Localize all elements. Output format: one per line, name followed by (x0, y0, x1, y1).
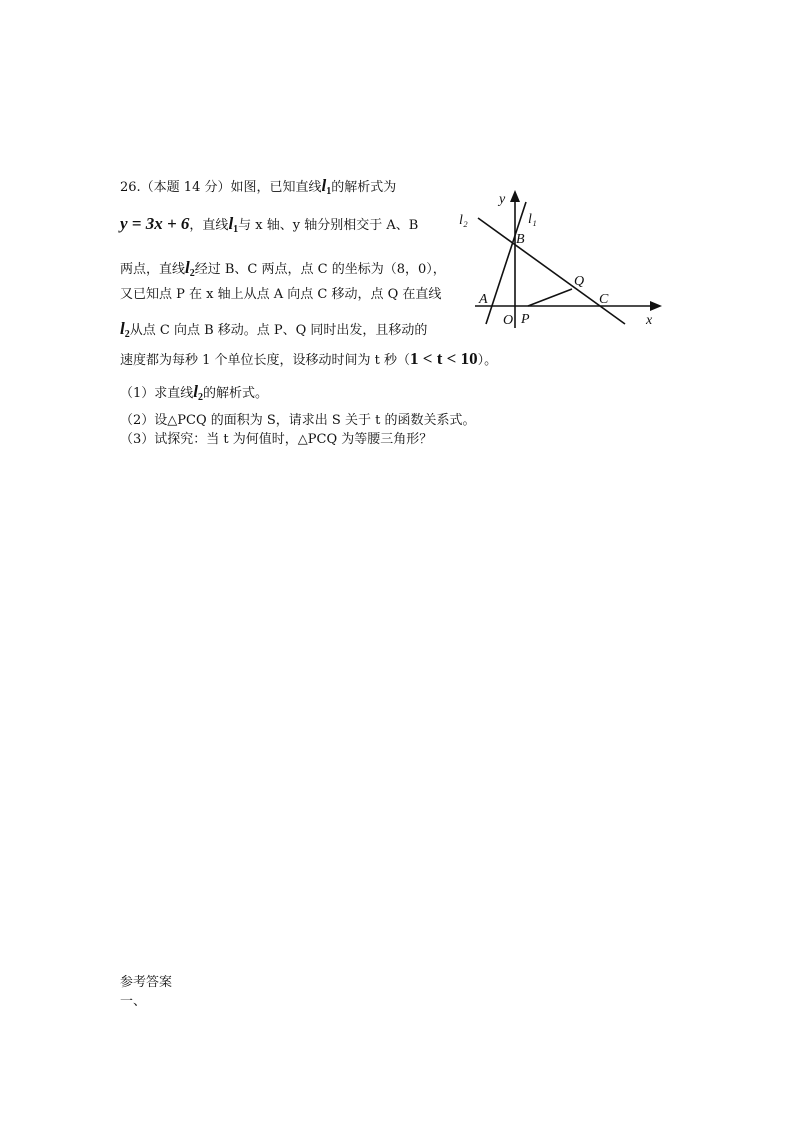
label-x: x (646, 313, 653, 328)
text-segment: 与 x 轴、y 轴分别相交于 A、B (238, 218, 419, 233)
label-O: O (503, 313, 514, 328)
problem-line-5 (120, 320, 427, 341)
l1-equation: y = 3x + 6 (120, 214, 190, 233)
label-Q: Q (574, 274, 585, 289)
text-segment: （3）试探究：当 t 为何值时，△PCQ 为等腰三角形？ (120, 432, 433, 447)
label-A: A (479, 292, 488, 307)
problem-line-3 (120, 259, 446, 280)
text-segment: 速度都为每秒 1 个单位长度，设移动时间为 t 秒（ (120, 353, 411, 368)
text-segment: ）。 (477, 353, 498, 368)
text-segment: 两点，直线 (120, 262, 186, 277)
text-segment: （1）求直线 (120, 386, 194, 401)
l1-symbol: l1 (228, 214, 239, 235)
question-2 (120, 412, 475, 430)
text-segment: 经过 B、C 两点，点 C 的坐标为（8，0）， (194, 262, 446, 277)
l1-symbol: l1 (321, 176, 332, 197)
question-3 (120, 431, 432, 449)
t-range: 1 < t < 10 (410, 349, 478, 368)
text-segment: 26.（本题 14 分）如图，已知直线 (120, 180, 322, 195)
coordinate-figure (455, 185, 675, 335)
segment-pq (528, 289, 572, 306)
x-axis-arrow (650, 301, 662, 311)
label-y: y (499, 192, 506, 207)
text-segment: 从点 C 向点 B 移动。点 P、Q 同时出发，且移动的 (129, 323, 428, 338)
line-l2 (478, 218, 625, 324)
y-axis-arrow (510, 190, 520, 202)
l2-symbol: l2 (120, 319, 130, 340)
label-C: C (599, 292, 609, 307)
l2-symbol: l2 (193, 382, 204, 403)
problem-line-2 (120, 215, 418, 236)
answers-section-1: 一、 (120, 994, 147, 1009)
label-l1: l₁ (528, 212, 537, 227)
text-segment: 的解析式。 (203, 386, 269, 401)
text-segment: ，直线 (189, 218, 229, 233)
label-B: B (516, 232, 525, 247)
text-segment: （2）设△PCQ 的面积为 S，请求出 S 关于 t 的函数关系式。 (120, 413, 476, 428)
text-segment: 的解析式为 (331, 180, 397, 195)
problem-line-6 (120, 350, 497, 370)
text-segment: 又已知点 P 在 x 轴上从点 A 向点 C 移动，点 Q 在直线 (120, 287, 442, 302)
label-l2: l₂ (459, 213, 468, 228)
problem-line-1 (120, 177, 396, 198)
l2-symbol: l2 (185, 258, 195, 279)
question-1 (120, 383, 268, 404)
problem-line-4 (120, 286, 441, 304)
label-P: P (521, 312, 530, 327)
answers-heading: 参考答案 (120, 975, 173, 990)
